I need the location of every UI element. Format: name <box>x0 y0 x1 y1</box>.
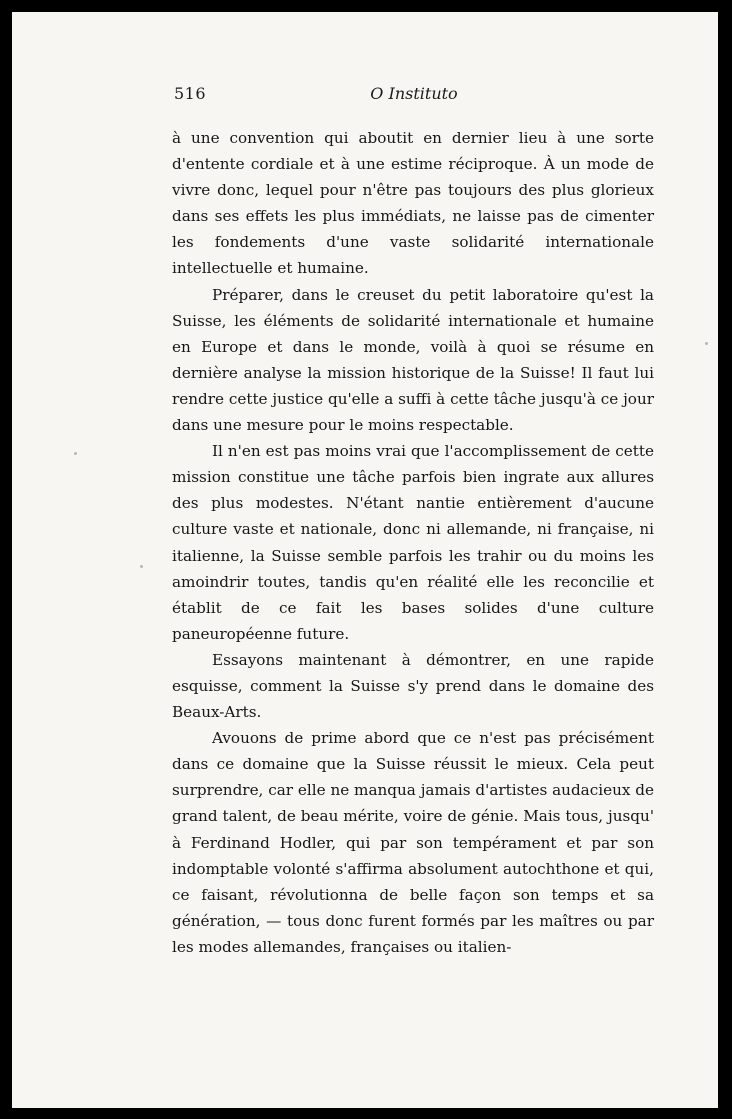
paper-speck <box>140 565 143 568</box>
book-page <box>12 12 718 1108</box>
paragraph: à une convention qui aboutit en dernier lieu à une sorte d'entente cordiale et à une estime réciproque. À un mode de vivre donc, lequel pour n'être pas toujours des plus glorieux dans ses effets les plus immédiats, ne laisse pas de cimenter les fondements d'une vaste solidarité internationale intellectuelle et humaine. <box>172 129 654 278</box>
page-number: 516 <box>174 84 207 103</box>
running-title: O Instituto <box>370 84 458 103</box>
paper-speck <box>74 452 77 455</box>
paragraph: Il n'en est pas moins vrai que l'accomplissement de cette mission constitue une tâche parfois bien ingrate aux allures des plus modestes. N'étant nantie entièrement d'aucune culture vaste et nationale, donc ni allemande, ni française, ni italienne, la Suisse semble parfois les trahir ou du moins les amoindrir toutes, tandis qu'en réalité elle les reconcilie et établit de ce fait les bases solides d'une culture paneuropéenne future. <box>172 442 654 643</box>
paragraph: Essayons maintenant à démontrer, en une rapide esquisse, comment la Suisse s'y prend dans le domaine des Beaux-Arts. <box>172 650 654 722</box>
text-body <box>172 125 654 960</box>
paper-speck <box>705 342 708 345</box>
paragraph: Préparer, dans le creuset du petit laboratoire qu'est la Suisse, les éléments de solidarité internationale et humaine en Europe et dans le monde, voilà à quoi se résume en dernière analyse la mission historique de la Suisse! Il faut lui rendre cette justice qu'elle a suffi à cette tâche jusqu'à ce jour dans une mesure pour le moins respectable. <box>172 285 654 435</box>
page-header <box>174 80 654 110</box>
paragraph: Avouons de prime abord que ce n'est pas précisément dans ce domaine que la Suisse réussit le mieux. Cela peut surprendre, car elle ne manqua jamais d'artistes audacieux de grand talent, de beau mérite, voire de génie. Mais tous, jusqu' à Ferdinand Hodler, qui par son tempérament et par son indomptable volonté s'affirma absolument autochthone et qui, ce faisant, révolutionna de belle façon son temps et sa génération, — tous donc furent formés par les maîtres ou par les modes allemandes, françaises ou italien- <box>172 729 654 956</box>
